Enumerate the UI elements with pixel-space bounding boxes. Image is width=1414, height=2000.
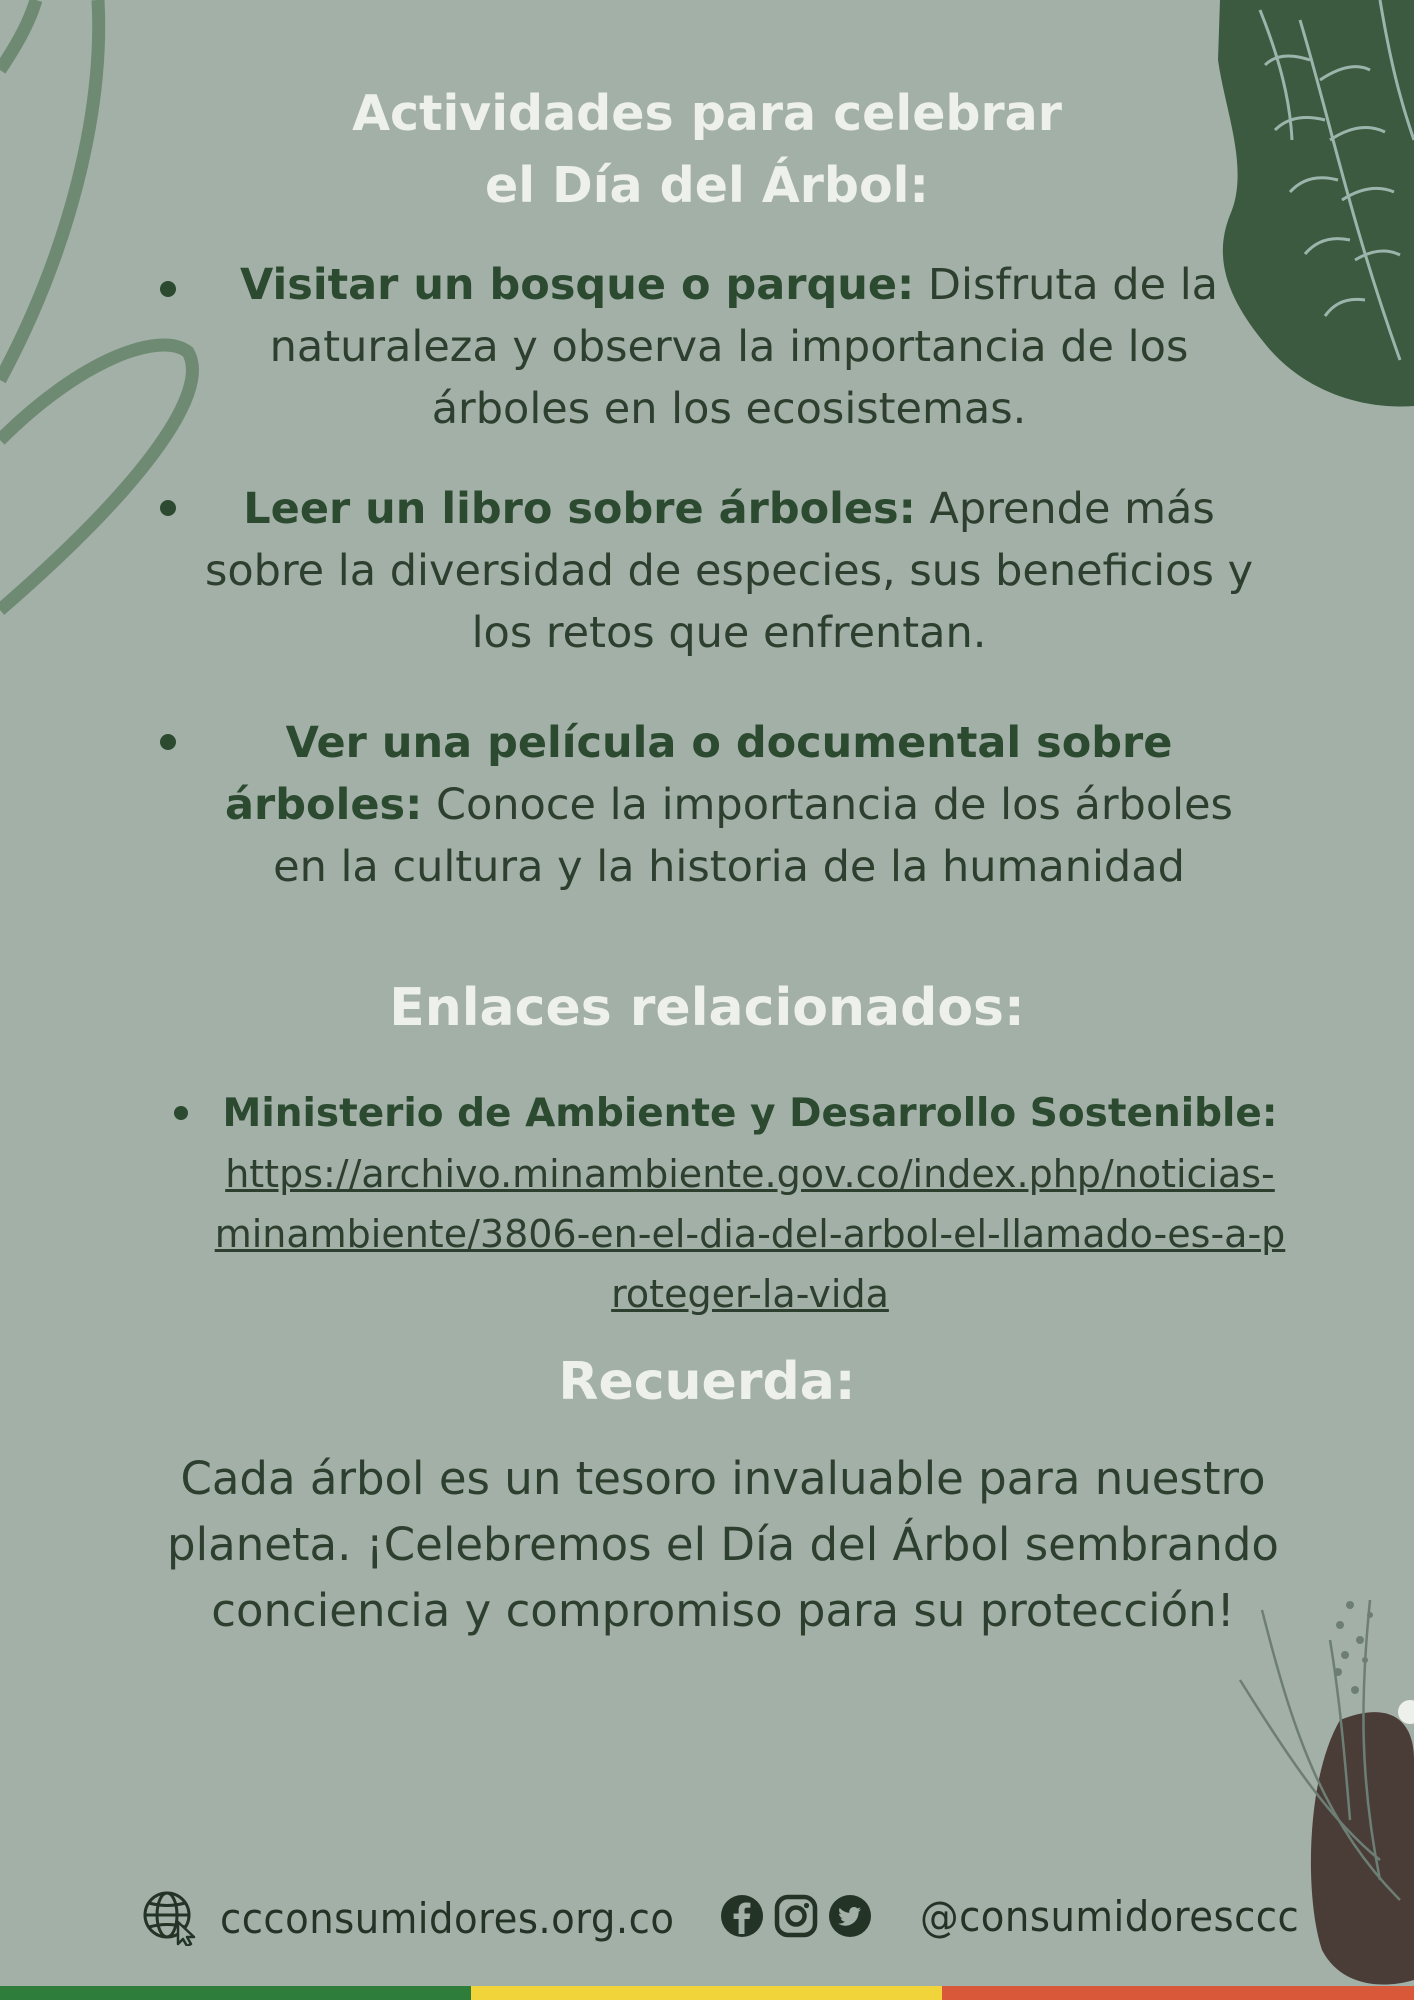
page-title — [200, 78, 1214, 222]
reminder-title: Recuerda: — [558, 1352, 856, 1412]
activity-title: Visitar un bosque o parque: — [239, 260, 915, 310]
bullet-icon — [160, 281, 176, 297]
activity-item — [196, 478, 1262, 664]
activity-title: Leer un libro sobre árboles: — [243, 484, 916, 534]
page-title-line2: el Día del Árbol: — [484, 157, 930, 214]
social-handle[interactable]: @consumidoresccc — [920, 1891, 1300, 1941]
bullet-icon — [160, 734, 176, 750]
activity-text: Conoce la importancia de los árboles en la cultura y la historia de la humanidad — [273, 780, 1233, 892]
activity-item — [196, 712, 1262, 898]
reminder-text: Cada árbol es un tesoro invaluable para nuestro planeta. ¡Celebremos el Día del Árbol sembrando conciencia y compromiso para su protección! — [167, 1452, 1279, 1637]
related-link-url[interactable]: https://archivo.minambiente.gov.co/index.php/noticias-minambiente/3806-en-el-dia-del-arbol-el-llamado-es-a-proteger-la-vida — [214, 1152, 1286, 1316]
page-title-line1: Actividades para celebrar — [352, 85, 1062, 142]
footer-social — [720, 1884, 1332, 1948]
leaf-outline-decoration — [0, 0, 192, 610]
activity-item — [196, 254, 1262, 440]
bullet-icon — [160, 500, 176, 516]
facebook-icon[interactable] — [720, 1894, 764, 1938]
footer-website[interactable] — [142, 1888, 714, 1948]
instagram-icon[interactable] — [774, 1894, 818, 1938]
related-link-item — [210, 1084, 1290, 1324]
links-section-title: Enlaces relacionados: — [389, 978, 1025, 1038]
twitter-icon[interactable] — [828, 1894, 872, 1938]
activity-text: Disfruta de la naturaleza y observa la importancia de los árboles en los ecosistemas. — [269, 260, 1219, 434]
related-link-label: Ministerio de Ambiente y Desarrollo Sostenible: — [222, 1091, 1278, 1136]
bullet-icon — [174, 1106, 188, 1120]
activity-text: Aprende más sobre la diversidad de especies, sus beneficios y los retos que enfrentan. — [204, 484, 1254, 658]
stripe-green — [0, 1986, 472, 2000]
stripe-yellow — [471, 1986, 943, 2000]
stripe-red — [942, 1986, 1414, 2000]
website-url: ccconsumidores.org.co — [220, 1893, 675, 1943]
activity-title: Ver una película o documental sobre árboles: — [225, 718, 1173, 830]
globe-cursor-icon — [142, 1890, 198, 1946]
